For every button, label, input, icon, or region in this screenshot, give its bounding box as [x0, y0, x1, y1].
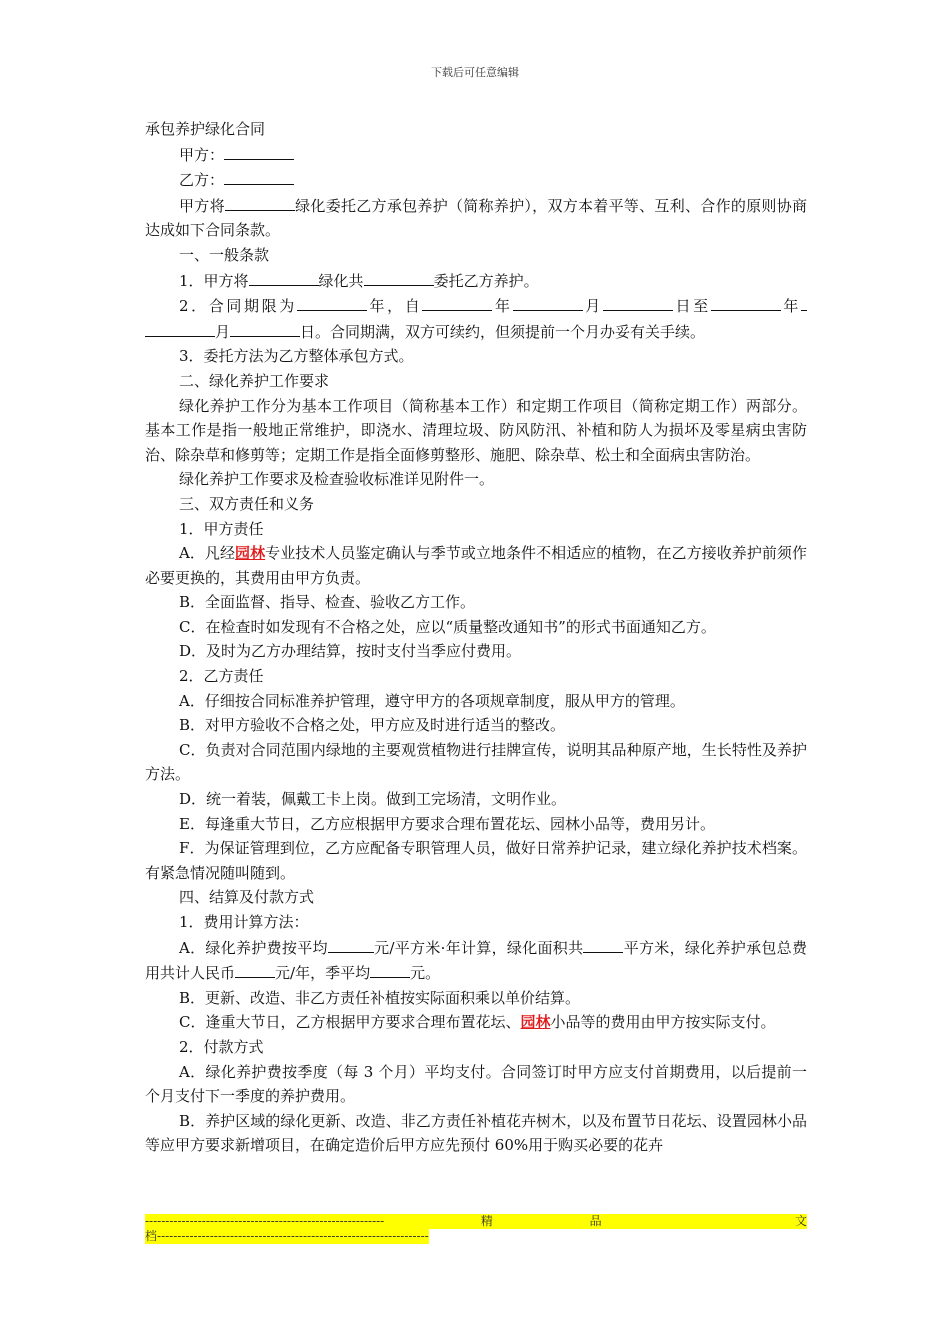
footer-line-2: 档-------------------------------------------------------------------	[145, 1229, 429, 1243]
highlighted-link[interactable]: 园林	[235, 544, 266, 563]
party-b-line: 乙方：	[145, 167, 807, 193]
party-a-line: 甲方：	[145, 142, 807, 168]
page-header: 下载后可任意编辑	[431, 66, 519, 79]
blank-field	[249, 268, 319, 286]
party-a-duty-c: C．在检查时如发现有不合格之处，应以“质量整改通知书”的形式书面通知乙方。	[179, 617, 716, 636]
party-b-duty-d: D．统一着装，佩戴工卡上岗。做到工完场清，文明作业。	[179, 790, 567, 809]
blank-field	[224, 167, 294, 185]
party-b-duty-e: E．每逢重大节日，乙方应根据甲方要求合理布置花坛、园林小品等，费用另计。	[179, 814, 715, 833]
blank-field	[370, 960, 410, 978]
party-b-duty-b: B．对甲方验收不合格之处，甲方应及时进行适当的整改。	[179, 716, 566, 735]
blank-field	[583, 935, 623, 953]
party-b-duties-title: 2．乙方责任	[179, 667, 264, 686]
fee-calc-a: A．绿化养护费按平均 元/平方米·年计算，绿化面积共 平方米，绿化养护承包总费用共计人民币 元/年，季平均 元。	[145, 935, 807, 986]
intro-paragraph: 甲方将 绿化委托乙方承包养护（简称养护），双方本着平等、互利、合作的原则协商达成如下合同条款。	[145, 193, 807, 243]
section-3-title: 三、双方责任和义务	[179, 494, 315, 513]
page-footer	[145, 1214, 807, 1244]
blank-field	[801, 293, 807, 311]
party-b-duty-c: C．负责对合同范围内绿地的主要观赏植物进行挂牌宣传，说明其品种原产地，生长特性及养护方法。	[145, 740, 807, 784]
blank-field	[364, 268, 434, 286]
blank-field	[603, 293, 673, 311]
payment-title: 2．付款方式	[179, 1037, 264, 1056]
payment-a: A．绿化养护费按季度（每 3 个月）平均支付。合同签订时甲方应支付首期费用，以后提前一个月支付下一季度的养护费用。	[145, 1062, 807, 1106]
blank-field	[224, 142, 294, 160]
blank-field	[145, 319, 215, 337]
clause-1-2: 2．合同期限为 年，自 年 月 日至 年 月 日。合同期满，双方可续约，但须提前一个月办妥有关手续。	[145, 293, 807, 344]
blank-field	[422, 293, 492, 311]
document-body	[145, 117, 807, 1158]
blank-field	[328, 935, 374, 953]
party-a-duty-a: A．凡经园林专业技术人员鉴定确认与季节或立地条件不相适应的植物，在乙方接收养护前须作必要更换的，其费用由甲方负责。	[145, 544, 807, 587]
fee-calc-title: 1．费用计算方法：	[179, 913, 309, 931]
blank-field	[235, 960, 275, 978]
section-2-paragraph-2: 绿化养护工作要求及检查验收标准详见附件一。	[179, 470, 495, 489]
document-title: 承包养护绿化合同	[145, 120, 266, 138]
footer-line-1: ----------------------------------------------------------- 精 品 文	[145, 1214, 807, 1228]
party-a-duty-d: D．及时为乙方办理结算，按时支付当季应付费用。	[179, 642, 522, 661]
party-a-duties-title: 1．甲方责任	[179, 519, 264, 538]
fee-calc-c: C．逢重大节日，乙方根据甲方要求合理布置花坛、园林小品等的费用由甲方按实际支付。	[179, 1013, 776, 1032]
blank-field	[225, 193, 295, 211]
party-a-duty-b: B．全面监督、指导、检查、验收乙方工作。	[179, 593, 476, 612]
blank-field	[513, 293, 583, 311]
party-b-duty-a: A．仔细按合同标准养护管理，遵守甲方的各项规章制度，服从甲方的管理。	[179, 691, 685, 710]
clause-1-3: 3．委托方法为乙方整体承包方式。	[179, 347, 414, 366]
blank-field	[230, 319, 300, 337]
payment-b: B．养护区域的绿化更新、改造、非乙方责任补植花卉树木，以及布置节日花坛、设置园林小品等应甲方要求新增项目，在确定造价后甲方应先预付 60%用于购买必要的花卉	[145, 1111, 807, 1155]
section-4-title: 四、结算及付款方式	[179, 888, 315, 907]
blank-field	[711, 293, 781, 311]
fee-calc-b: B．更新、改造、非乙方责任补植按实际面积乘以单价结算。	[179, 988, 581, 1007]
section-1-title: 一、一般条款	[179, 245, 270, 264]
blank-field	[297, 293, 367, 311]
clause-1-1: 1．甲方将 绿化共 委托乙方养护。	[145, 268, 807, 294]
highlighted-link[interactable]: 园林	[520, 1013, 551, 1032]
party-b-duty-f: F．为保证管理到位，乙方应配备专职管理人员，做好日常养护记录，建立绿化养护技术档案。有紧急情况随叫随到。	[145, 839, 807, 882]
section-2-paragraph-1: 绿化养护工作分为基本工作项目（简称基本工作）和定期工作项目（简称定期工作）两部分。基本工作是指一般地正常维护，即浇水、清理垃圾、防风防汛、补植和防人为损坏及零星病虫害防治、除杂草和修剪等；定期工作是指全面修剪整形、施肥、除杂草、松土和全面病虫害防治。	[145, 396, 807, 464]
section-2-title: 二、绿化养护工作要求	[179, 371, 330, 390]
